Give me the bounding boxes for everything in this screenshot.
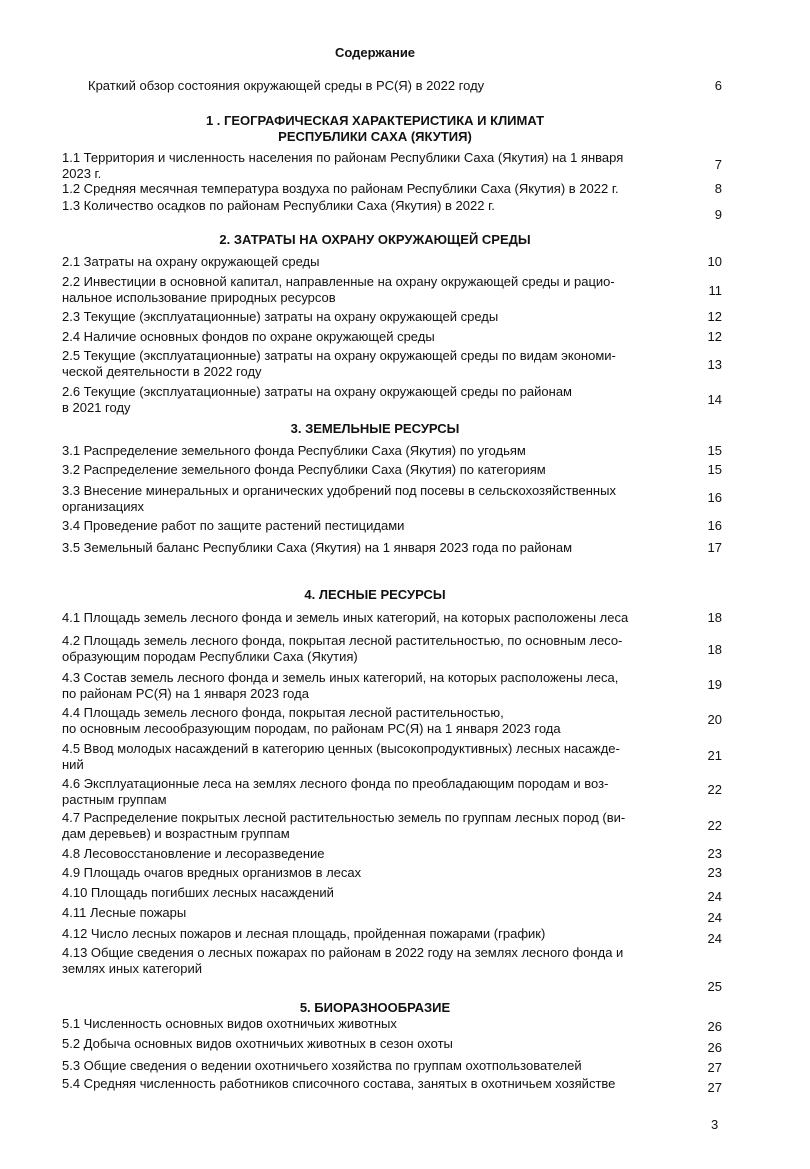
toc-entry-page: 23 [707,846,722,861]
toc-entry-text: 3.3 Внесение минеральных и органических удобрений под посевы в сельскохозяйственных организациях [62,483,616,514]
toc-entry-page: 24 [707,931,722,946]
toc-entry-text: 4.2 Площадь земель лесного фонда, покрытая лесной растительностью, по основным лесо- образующим породам Республики Саха (Якутия) [62,633,623,664]
toc-entry-page: 15 [707,443,722,458]
toc-entry-page: 22 [707,782,722,797]
toc-entry-text: 4.3 Состав земель лесного фонда и земель иных категорий, на которых расположены леса, по районам РС(Я) на 1 января 2023 года [62,670,619,701]
toc-entry-page: 24 [707,889,722,904]
toc-entry-text: 4.11 Лесные пожары [62,905,187,920]
toc-entry-page: 21 [707,748,722,763]
toc-entry-text: 1.1 Территория и численность населения по районам Республики Саха (Якутия) на 1 января 2023 г. [62,150,624,181]
toc-entry-page: 12 [707,329,722,344]
toc-entry-text: 5.1 Численность основных видов охотничьих животных [62,1016,397,1031]
toc-entry-text: 4.4 Площадь земель лесного фонда, покрытая лесной растительностью, по основным лесообразующим породам, по районам РС(Я) на 1 января 2023 года [62,705,561,736]
section-heading: 4. ЛЕСНЫЕ РЕСУРСЫ [304,587,446,602]
toc-entry-page: 17 [707,540,722,555]
toc-entry-page: 18 [707,642,722,657]
toc-entry-text: 5.3 Общие сведения о ведении охотничьего хозяйства по группам охотпользователей [62,1058,582,1073]
section-heading: 3. ЗЕМЕЛЬНЫЕ РЕСУРСЫ [290,421,460,436]
toc-entry-page: 24 [707,910,722,925]
toc-entry-page: 13 [707,357,722,372]
toc-entry-text: 4.13 Общие сведения о лесных пожарах по районам в 2022 году на землях лесного фонда и землях иных категорий [62,945,624,976]
toc-entry-text: 2.3 Текущие (эксплуатационные) затраты на охрану окружающей среды [62,309,499,324]
toc-entry-text: 5.4 Средняя численность работников списочного состава, занятых в охотничьем хозяйстве [62,1076,616,1091]
toc-entry-text: 3.2 Распределение земельного фонда Республики Саха (Якутия) по категориям [62,462,546,477]
toc-entry-page: 16 [707,490,722,505]
toc-entry-page: 8 [714,181,722,196]
toc-entry-text: 4.9 Площадь очагов вредных организмов в лесах [62,865,362,880]
toc-entry-text: 1.2 Средняя месячная температура воздуха по районам Республики Саха (Якутия) в 2022 г. [62,181,619,196]
toc-entry-text: 3.4 Проведение работ по защите растений пестицидами [62,518,405,533]
toc-entry-page: 9 [714,207,722,222]
toc-entry-page: 19 [707,677,722,692]
toc-entry-page: 12 [707,309,722,324]
toc-entry-page: 20 [707,712,722,727]
toc-entry-text: 2.4 Наличие основных фондов по охране окружающей среды [62,329,435,344]
toc-entry-text: 5.2 Добыча основных видов охотничьих животных в сезон охоты [62,1036,453,1051]
toc-entry-text: 3.1 Распределение земельного фонда Республики Саха (Якутия) по угодьям [62,443,526,458]
toc-entry-page: 14 [707,392,722,407]
toc-entry-text: 4.8 Лесовосстановление и лесоразведение [62,846,325,861]
toc-entry-text: 2.6 Текущие (эксплуатационные) затраты на охрану окружающей среды по районам в 2021 году [62,384,572,415]
toc-entry-text: 4.7 Распределение покрытых лесной растительностью земель по группам лесных пород (ви- дам деревьев) и возрастным группам [62,810,626,841]
toc-entry-page: 26 [707,1040,722,1055]
toc-entry-page: 23 [707,865,722,880]
toc-entry-page: 16 [707,518,722,533]
toc-entry-text: 4.12 Число лесных пожаров и лесная площадь, пройденная пожарами (график) [62,926,546,941]
toc-entry-text: 4.10 Площадь погибших лесных насаждений [62,885,334,900]
toc-title: Содержание [334,45,416,60]
toc-entry-page: 27 [707,1060,722,1075]
toc-entry-page: 7 [714,157,722,172]
intro-entry-page: 6 [714,78,722,93]
intro-entry-text: Краткий обзор состояния окружающей среды в РС(Я) в 2022 году [88,78,485,93]
toc-entry-page: 25 [707,979,722,994]
toc-entry-page: 11 [708,283,722,298]
toc-entry-page: 18 [707,610,722,625]
toc-entry-text: 4.5 Ввод молодых насаждений в категорию ценных (высокопродуктивных) лесных насажде- ний [62,741,620,772]
section-heading: 2. ЗАТРАТЫ НА ОХРАНУ ОКРУЖАЮЩЕЙ СРЕДЫ [219,232,531,247]
toc-entry-page: 27 [707,1080,722,1095]
section-heading: 1 . ГЕОГРАФИЧЕСКАЯ ХАРАКТЕРИСТИКА И КЛИМАТ РЕСПУБЛИКИ САХА (ЯКУТИЯ) [205,113,545,144]
toc-entry-text: 3.5 Земельный баланс Республики Саха (Якутия) на 1 января 2023 года по районам [62,540,573,555]
toc-entry-page: 22 [707,818,722,833]
toc-entry-page: 26 [707,1019,722,1034]
toc-entry-text: 2.2 Инвестиции в основной капитал, направленные на охрану окружающей среды и рацио- нальное использование природных ресурсов [62,274,615,305]
toc-entry-text: 1.3 Количество осадков по районам Республики Саха (Якутия) в 2022 г. [62,198,495,213]
toc-entry-text: 4.6 Эксплуатационные леса на землях лесного фонда по преобладающим породам и воз- растным группам [62,776,609,807]
toc-entry-text: 4.1 Площадь земель лесного фонда и земель иных категорий, на которых расположены леса [62,610,629,625]
toc-entry-text: 2.5 Текущие (эксплуатационные) затраты на охрану окружающей среды по видам экономи- ческой деятельности в 2022 году [62,348,616,379]
page-number: 3 [711,1117,719,1132]
toc-entry-page: 10 [707,254,722,269]
toc-entry-page: 15 [707,462,722,477]
toc-entry-text: 2.1 Затраты на охрану окружающей среды [62,254,320,269]
section-heading: 5. БИОРАЗНООБРАЗИЕ [299,1000,451,1015]
